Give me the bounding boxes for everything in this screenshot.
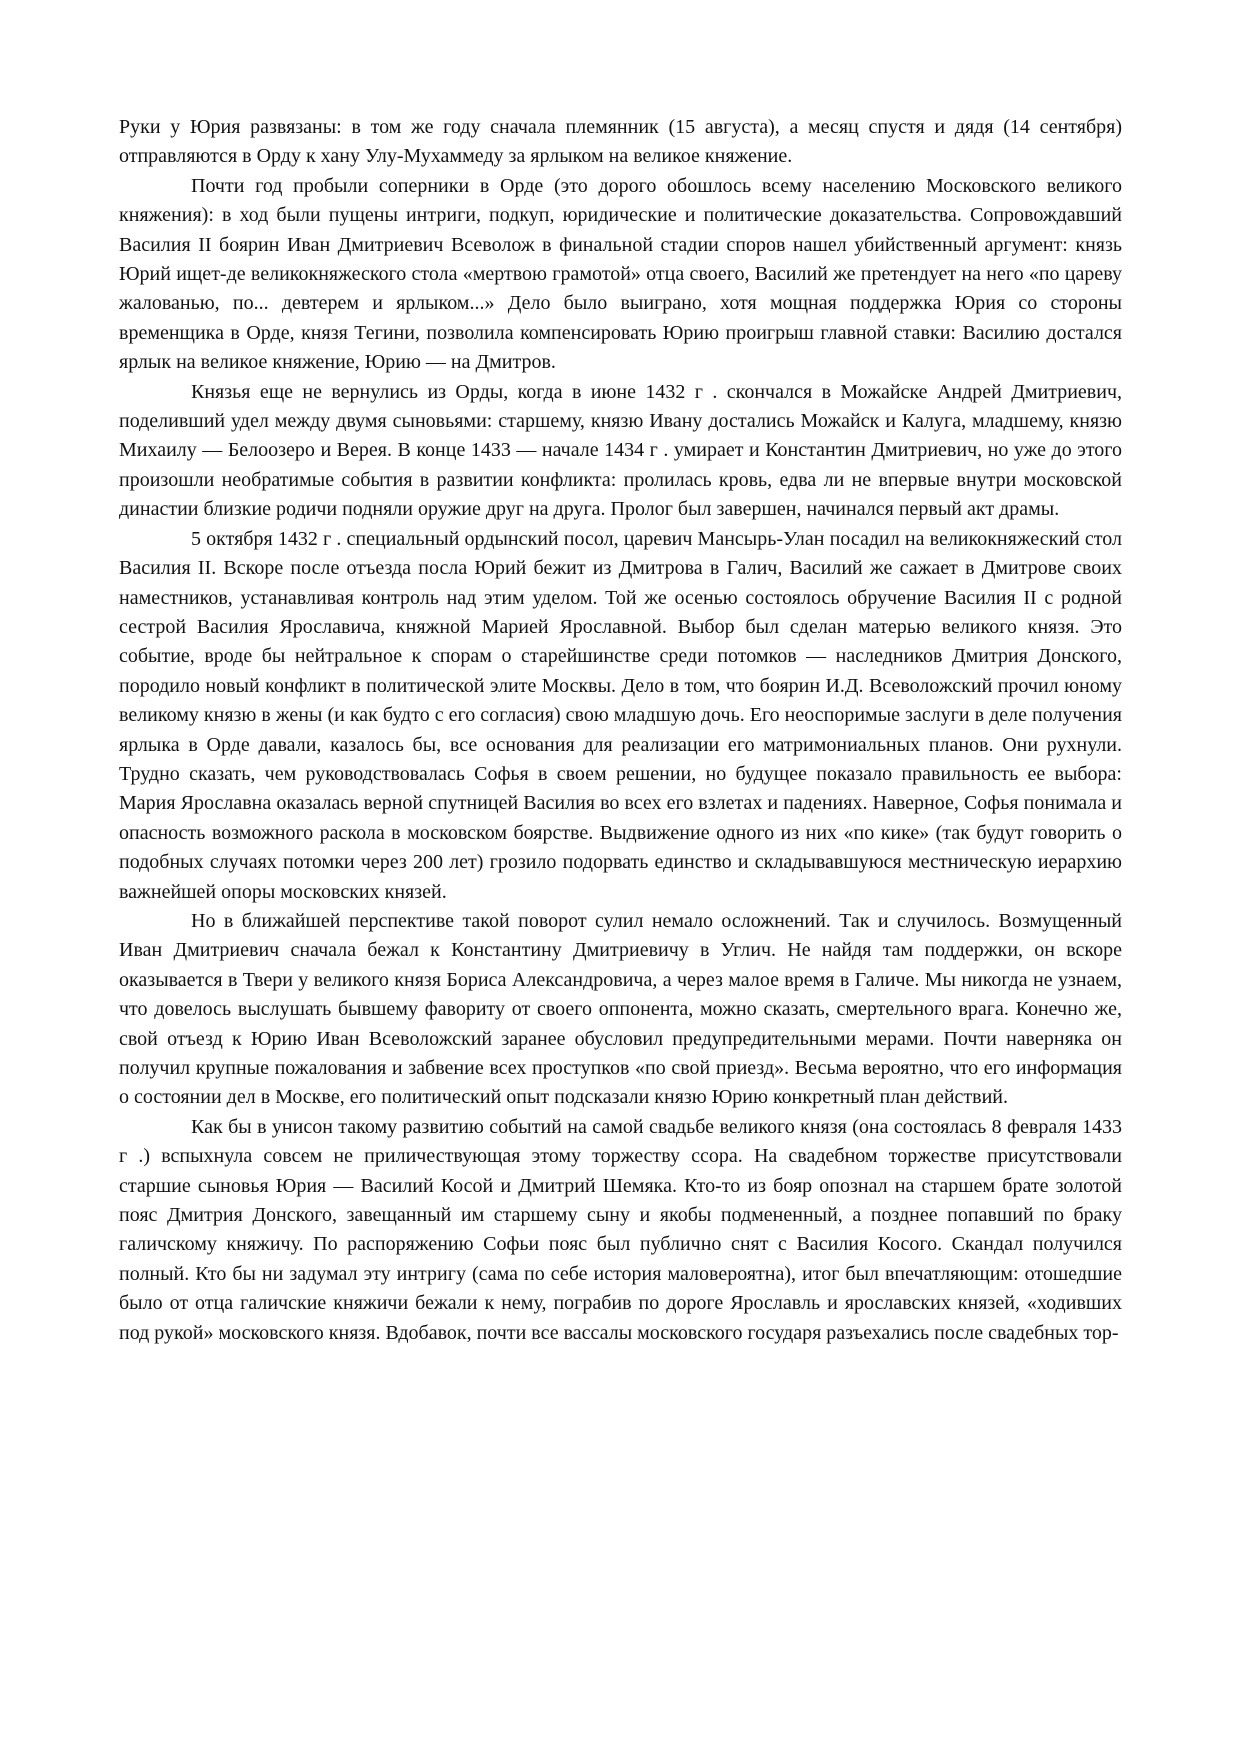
paragraph-1: Руки у Юрия развязаны: в том же году сначала племянник (15 августа), а месяц спустя и дядя (14 сентября) отправляются в Орду к хану Улу-Мухаммеду за ярлыком на великое княжение. [119, 116, 1122, 168]
paragraph-4: 5 октября 1432 г . специальный ордынский посол, царевич Мансырь-Улан посадил на великокняжеский стол Василия II. Вскоре после отъезда посла Юрий бежит из Дмитрова в Галич, Василий же сажает в Дмитрове своих наместников, устанавливая контроль над этим уделом. Той же осенью состоялось обручение Василия II с родной сестрой Василия Ярославича, княжной Марией Ярославной. Выбор был сделан матерью великого князя. Это событие, вроде бы нейтральное к спорам о старейшинстве среди потомков — наследников Дмитрия Донского, породило новый конфликт в политической элите Москвы. Дело в том, что боярин И.Д. Всеволожский прочил юному великому князю в жены (и как будто с его согласия) свою младшую дочь. Его неоспоримые заслуги в деле получения ярлыка в Орде давали, казалось бы, все основания для реализации его матримониальных планов. Они рухнули. Трудно сказать, чем руководствовалась Софья в своем решении, но будущее показало правильность ее выбора: Мария Ярославна оказалась верной спутницей Василия во всех его взлетах и падениях. Наверное, Софья понимала и опасность возможного раскола в московском боярстве. Выдвижение одного из них «по кике» (так будут говорить о подобных случаях потомки через 200 лет) грозило подорвать единство и складывавшуюся местническую иерархию важнейшей опоры московских князей. [119, 527, 1122, 903]
paragraph-3: Князья еще не вернулись из Орды, когда в июне 1432 г . скончался в Можайске Андрей Дмитриевич, поделивший удел между двумя сыновьями: старшему, князю Ивану достались Можайск и Калуга, младшему, князю Михаилу — Белоозеро и Верея. В конце 1433 — начале 1434 г . умирает и Константин Дмитриевич, но уже до этого произошли необратимые события в развитии конфликта: пролилась кровь, едва ли не впервые внутри московской династии близкие родичи подняли оружие друг на друга. Пролог был завершен, начинался первый акт драмы. [119, 380, 1122, 521]
paragraph-6: Как бы в унисон такому развитию событий на самой свадьбе великого князя (она состоялась 8 февраля 1433 г .) вспыхнула совсем не приличествующая этому торжеству ссора. На свадебном торжестве присутствовали старшие сыновья Юрия — Василий Косой и Дмитрий Шемяка. Кто-то из бояр опознал на старшем брате золотой пояс Дмитрия Донского, завещанный им старшему сыну и якобы подмененный, а позднее попавший по браку галичскому княжичу. По распоряжению Софьи пояс был публично снят с Василия Косого. Скандал получился полный. Кто бы ни задумал эту интригу (сама по себе история маловероятна), итог был впечатляющим: отошедшие было от отца галичские княжичи бежали к нему, пограбив по дороге Ярославль и ярославских князей, «ходивших под рукой» московского князя. Вдобавок, почти все вассалы московского государя разъехались после свадебных тор- [119, 1115, 1122, 1344]
paragraph-2: Почти год пробыли соперники в Орде (это дорого обошлось всему населению Московского великого княжения): в ход были пущены интриги, подкуп, юридические и политические доказательства. Сопровождавший Василия II боярин Иван Дмитриевич Всеволож в финальной стадии споров нашел убийственный аргумент: князь Юрий ищет-де великокняжеского стола «мертвою грамотой» отца своего, Василий же претендует на него «по цареву жалованью, по... девтерем и ярлыком...» Дело было выиграно, хотя мощная поддержка Юрия со стороны временщика в Орде, князя Тегини, позволила компенсировать Юрию проигрыш главной ставки: Василию достался ярлык на великое княжение, Юрию — на Дмитров. [119, 174, 1122, 374]
document-page [119, 113, 1122, 1348]
paragraph-5: Но в ближайшей перспективе такой поворот сулил немало осложнений. Так и случилось. Возмущенный Иван Дмитриевич сначала бежал к Константину Дмитриевичу в Углич. Не найдя там поддержки, он вскоре оказывается в Твери у великого князя Бориса Александровича, а через малое время в Галиче. Мы никогда не узнаем, что довелось выслушать бывшему фавориту от своего оппонента, можно сказать, смертельного врага. Конечно же, свой отъезд к Юрию Иван Всеволожский заранее обусловил предупредительными мерами. Почти наверняка он получил крупные пожалования и забвение всех проступков «по свой приезд». Весьма вероятно, что его информация о состоянии дел в Москве, его политический опыт подсказали князю Юрию конкретный план действий. [119, 909, 1122, 1109]
